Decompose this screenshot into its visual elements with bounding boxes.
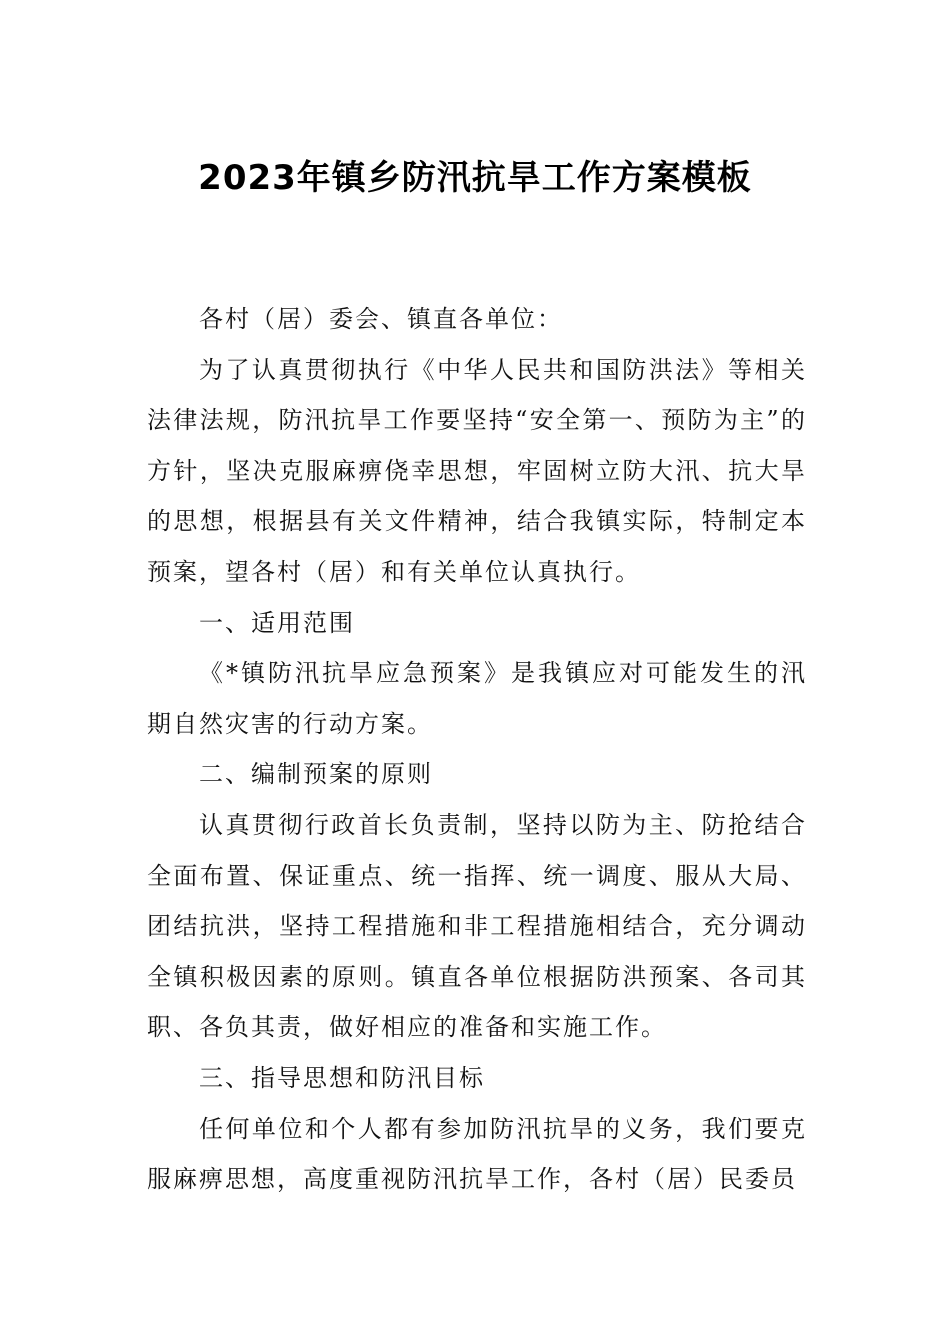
section-heading-scope: 一、适用范围 <box>199 608 355 637</box>
section-heading-guidance: 三、指导思想和防汛目标 <box>199 1063 485 1092</box>
scope-paragraph: 《*镇防汛抗旱应急预案》是我镇应对可能发生的汛期自然灾害的行动方案。 <box>147 659 807 738</box>
guidance-paragraph: 任何单位和个人都有参加防汛抗旱的义务，我们要克服麻痹思想，高度重视防汛抗旱工作，各村（居）民委员 <box>147 1114 807 1194</box>
intro-paragraph: 为了认真贯彻执行《中华人民共和国防洪法》等相关法律法规，防汛抗旱工作要坚持“安全第一、预防为主”的方针，坚决克服麻痹侥幸思想，牢固树立防大汛、抗大旱的思想，根据县有关文件精神，结合我镇实际，特制定本预案，望各村（居）和有关单位认真执行。 <box>147 355 807 586</box>
section-heading-principles: 二、编制预案的原则 <box>199 760 433 789</box>
principles-paragraph: 认真贯彻行政首长负责制，坚持以防为主、防抢结合全面布置、保证重点、统一指挥、统一调度、服从大局、团结抗洪，坚持工程措施和非工程措施相结合，充分调动全镇积极因素的原则。镇直各单位根据防洪预案、各司其职、各负其责，做好相应的准备和实施工作。 <box>147 810 807 1042</box>
document-body <box>147 294 807 1205</box>
document-title: 2023年镇乡防汛抗旱工作方案模板 <box>198 158 752 198</box>
salutation-paragraph: 各村（居）委会、镇直各单位： <box>199 305 563 333</box>
